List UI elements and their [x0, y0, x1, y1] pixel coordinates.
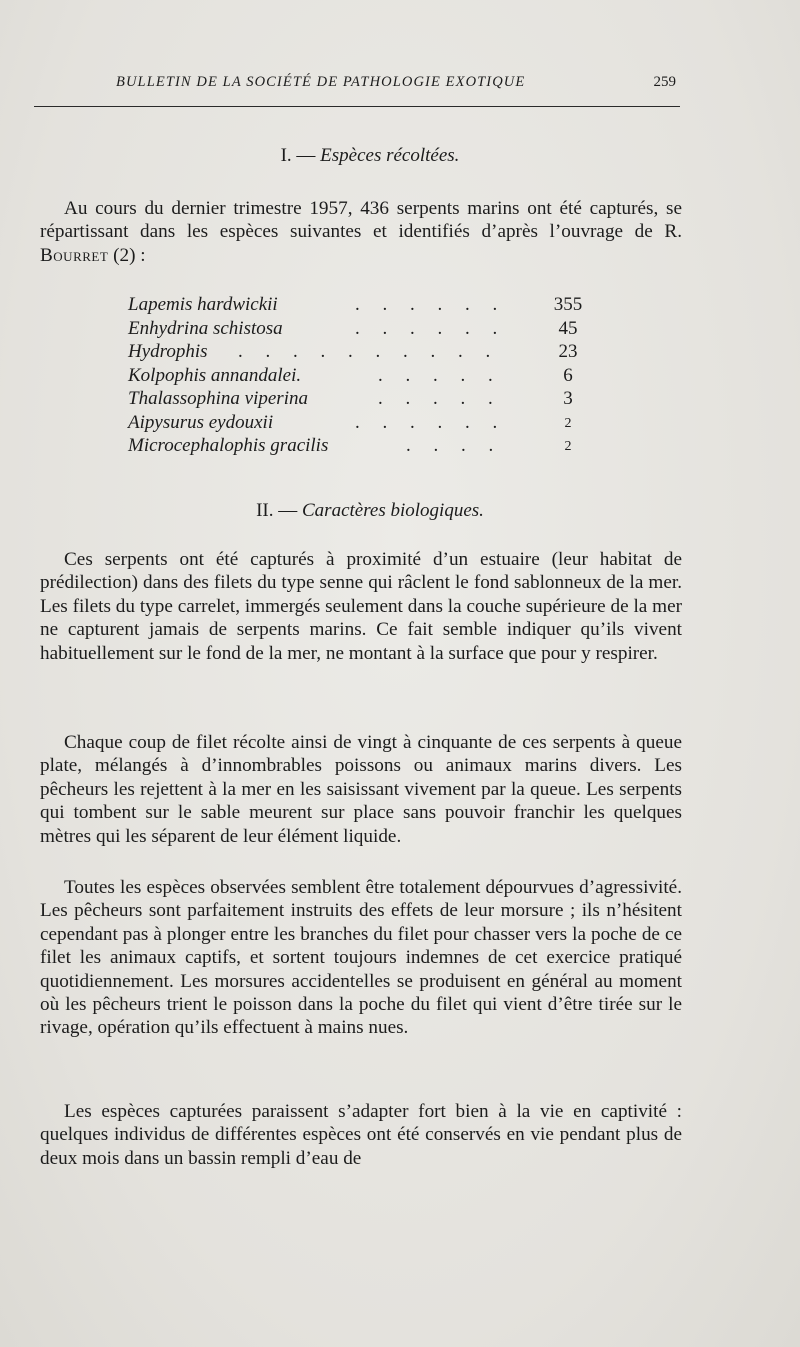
- species-name: Aipysurus eydouxii: [128, 411, 274, 433]
- page-number: 259: [653, 74, 676, 90]
- species-count: 23: [558, 341, 578, 362]
- species-count: 45: [558, 317, 578, 339]
- species-count: 6: [563, 364, 573, 386]
- leader-dots: . . . . .: [378, 388, 502, 409]
- species-name: Enhydrina schistosa: [128, 317, 283, 339]
- running-title: BULLETIN DE LA SOCIÉTÉ DE PATHOLOGIE EXOTIQUE: [116, 74, 526, 90]
- leader-dots: . . . . . .: [355, 294, 507, 315]
- species-name: Hydrophis: [128, 341, 208, 362]
- section-heading-1: [0, 145, 740, 167]
- species-count: 3: [563, 388, 573, 409]
- running-header: [34, 72, 680, 102]
- list-item: [128, 365, 598, 389]
- list-item: [128, 435, 598, 459]
- body-paragraph: Toutes les espèces observées semblent être totalement dépourvues d’agressivité. Les pêcheurs sont parfaitement instruits des effets de leur morsure ; ils n’hésitent cependant pas à plonger entre les branches du filet pour chasser vers la poche de ce filet les animaux captifs, et sortent toujours indemnes de cet exercice pratiqué quotidiennement. Les morsures accidentelles se produisent en général au moment où les pêcheurs trient le poisson dans la poche du filet qui vient d’être tirée sur le rivage, opération qu’ils effectuent à mains nues.: [40, 877, 682, 1039]
- intro-reference: (2) :: [113, 244, 146, 266]
- species-count: 2: [564, 439, 572, 454]
- intro-text: Au cours du dernier trimestre 1957, 436 serpents marins ont été capturés, se répartissant dans les espèces suivantes et identifiés d’après l’ouvrage de R.: [40, 198, 682, 243]
- section-1-number: I. —: [280, 145, 316, 166]
- species-name: Lapemis hardwickii: [128, 294, 278, 315]
- species-count: 355: [553, 294, 583, 315]
- header-rule: [34, 106, 680, 107]
- leader-dots: . . . . . .: [355, 411, 507, 433]
- species-name: Kolpophis annandalei.: [128, 364, 302, 386]
- section-heading-2: [0, 500, 740, 522]
- list-item: [128, 412, 598, 436]
- species-list: [128, 294, 598, 459]
- leader-dots: . . . .: [406, 435, 503, 456]
- section-1-title: Espèces récoltées.: [320, 145, 460, 166]
- list-item: [128, 388, 598, 412]
- leader-dots: . . . . . .: [355, 317, 507, 339]
- list-item: [128, 341, 598, 365]
- section-2-title: Caractères biologiques.: [302, 500, 484, 521]
- list-item: [128, 294, 598, 318]
- body-paragraph: Les espèces capturées paraissent s’adapter fort bien à la vie en captivité : quelques individus de différentes espèces ont été conservés en vie pendant plus de deux mois dans un bassin rempli d’eau de: [40, 1101, 682, 1169]
- species-name: Thalassophina viperina: [128, 388, 308, 409]
- leader-dots: . . . . .: [378, 364, 502, 386]
- body-paragraph: Chaque coup de filet récolte ainsi de vingt à cinquante de ces serpents à queue plate, mélangés à d’innombrables poissons ou animaux marins divers. Les pêcheurs les rejettent à la mer en les saisissant vivement par la queue. Les serpents qui tombent sur le sable meurent sur place sans pouvoir franchir les quelques mètres qui les séparent de leur élément liquide.: [40, 732, 682, 847]
- intro-paragraph: [40, 197, 682, 267]
- list-item: [128, 318, 598, 342]
- section-2-number: II. —: [256, 500, 298, 521]
- author-name: Bourret: [40, 244, 109, 266]
- body-paragraph: Ces serpents ont été capturés à proximité d’un estuaire (leur habitat de prédilection) dans des filets du type senne qui râclent le fond sablonneux de la mer. Les filets du type carrelet, immergés seulement dans la couche supérieure de la mer ne capturent jamais de serpents marins. Ce fait semble indiquer qu’ils vivent habituellement sur le fond de la mer, ne montant à la surface que pour y respirer.: [40, 549, 682, 664]
- leader-dots: . . . . . . . . . .: [238, 341, 500, 362]
- species-name: Microcephalophis gracilis: [128, 435, 329, 456]
- species-count: 2: [564, 415, 572, 431]
